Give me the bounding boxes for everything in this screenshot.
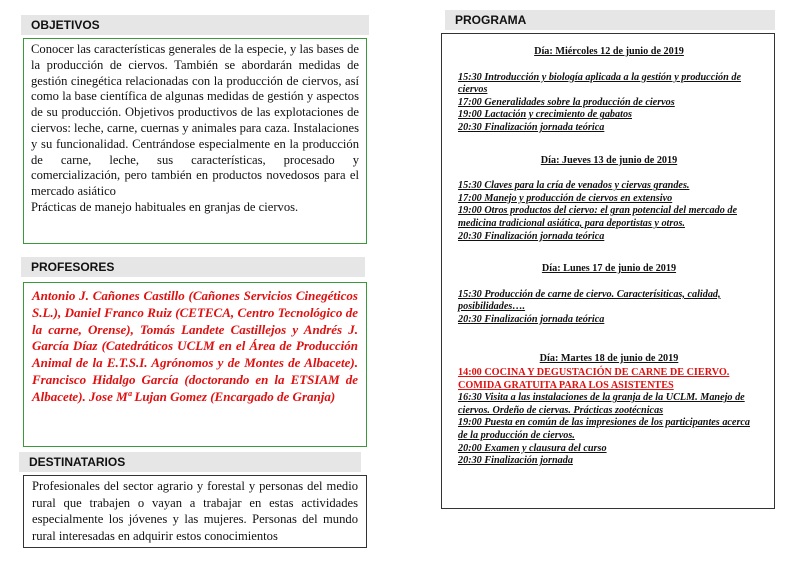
objetivos-paragraph-1: Conocer las características generales de la especie, y las bases de la producción de ciervos. También se abordarán medidas de gestión cinegética relacionadas con la producción de ciervos, así como la base científica de algunas medidas de gestión y aspectos de su producción. Objetivos productivos de las explotaciones de ciervos: leche, carne, cuernas y animales para caza. Instalaciones y su funcionalidad. Centrándose especialmente en la producción de carne, leche, sus características, procesado y comercialización, pero también en productos novedosos para el mercado asiático <box>31 42 359 199</box>
schedule-item: 20:30 Finalización jornada teórica <box>458 313 605 325</box>
schedule-item: 17:00 Manejo y producción de ciervos en extensivo <box>458 192 673 204</box>
schedule-item: 20:30 Finalización jornada teórica <box>458 230 605 242</box>
destinatarios-header: DESTINATARIOS <box>19 452 361 472</box>
schedule-item: 20:00 Examen y clausura del curso <box>458 442 607 454</box>
programa-header: PROGRAMA <box>445 10 775 30</box>
program-day-3 <box>458 263 760 326</box>
schedule-item: 19:00 Lactación y crecimiento de gabatos <box>458 109 633 121</box>
day-title: Día: Miércoles 12 de junio de 2019 <box>534 46 684 57</box>
schedule-item-highlight: 14:00 COCINA Y DEGUSTACIÓN DE CARNE DE CIERVO. COMIDA GRATUITA PARA LOS ASISTENTES <box>458 367 730 391</box>
profesores-text: Antonio J. Cañones Castillo (Cañones Servicios Cinegéticos S.L.), Daniel Franco Ruiz (CETECA, Centro Tecnológico de la carne, Orense), Tomás Landete Castillejos y Andrés J. García Díaz (Catedráticos UCLM en el Área de Producción Animal de la E.T.S.I. Agrónomos y de Montes de Albacete). Francisco Hidalgo García (doctorando en la ETSIAM de Albacete). Jose Mª Lujan Gomez (Encargado de Granja) <box>32 288 358 404</box>
objetivos-text-box <box>23 38 367 244</box>
profesores-text-box <box>23 282 367 447</box>
destinatarios-text: Profesionales del sector agrario y forestal y personas del medio rural que trabajen o vayan a trabajar en estas actividades especialmente los jóvenes y las mujeres. Personas del mundo rural interesadas en adquirir estos conocimientos <box>32 479 358 543</box>
schedule-item: 15:30 Producción de carne de ciervo. Caracterísiticas, calidad, posibilidades…. <box>458 288 721 313</box>
schedule-item: 16:30 Visita a las instalaciones de la granja de la UCLM. Manejo de ciervos. Ordeño de ciervas. Prácticas zootécnicas <box>458 392 745 416</box>
schedule-item: 15:30 Claves para la cría de venados y ciervas grandes. <box>458 180 690 192</box>
program-day-4 <box>458 353 760 468</box>
schedule-item: 19:00 Puesta en común de las impresiones de los participantes acerca de la producción de ciervos. <box>458 417 751 442</box>
day-title: Día: Martes 18 de junio de 2019 <box>539 352 679 364</box>
schedule-item: 20:30 Finalización jornada teórica <box>458 121 605 133</box>
programa-box <box>441 33 775 509</box>
program-day-1 <box>458 46 760 135</box>
destinatarios-text-box <box>23 475 367 548</box>
schedule-item: 15:30 Introducción y biología aplicada a la gestión y producción de ciervos <box>458 71 741 96</box>
schedule-item: 20:30 Finalización jornada <box>458 455 573 467</box>
day-title: Día: Jueves 13 de junio de 2019 <box>540 154 678 166</box>
day-title: Día: Lunes 17 de junio de 2019 <box>541 263 677 275</box>
schedule-item: 19:00 Otros productos del ciervo: el gran potencial del mercado de medicina tradicional asiática, para deportistas y otros. <box>458 205 737 229</box>
schedule-item: 17:00 Generalidades sobre la producción de ciervos <box>458 96 675 108</box>
objetivos-header: OBJETIVOS <box>21 15 369 35</box>
program-day-2 <box>458 155 760 244</box>
profesores-header: PROFESORES <box>21 257 365 277</box>
objetivos-paragraph-2: Prácticas de manejo habituales en granjas de ciervos. <box>31 199 299 214</box>
